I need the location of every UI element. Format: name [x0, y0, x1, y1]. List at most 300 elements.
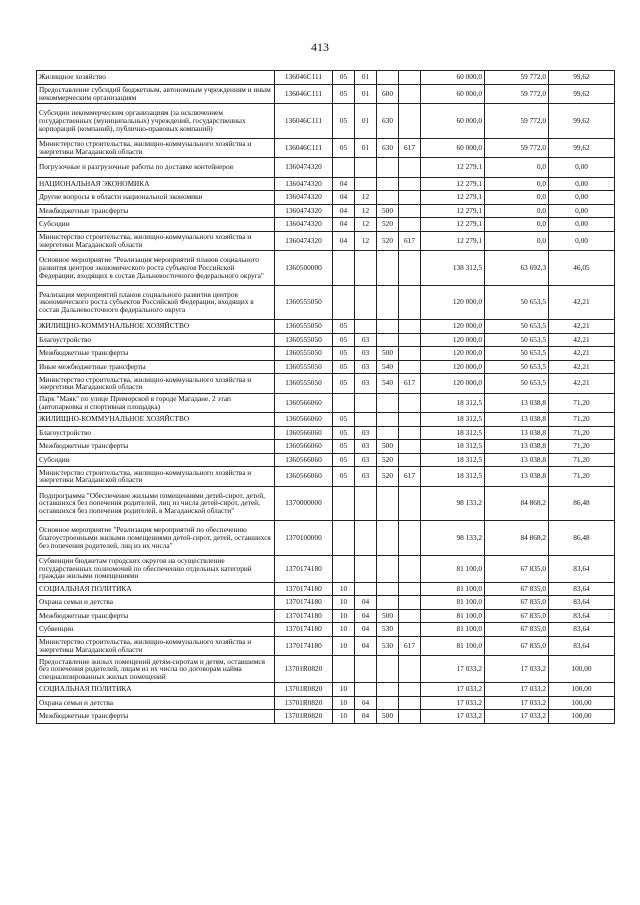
execution-percent: 0,00	[549, 191, 615, 205]
expense-type-code: 520	[377, 467, 399, 487]
row-name: Субсидии	[37, 453, 275, 467]
table-row	[37, 656, 615, 683]
administrator-code	[399, 84, 421, 104]
table-row	[37, 360, 615, 374]
administrator-code	[399, 393, 421, 413]
subsection-code: 12	[355, 191, 377, 205]
subsection-code: 01	[355, 104, 377, 139]
row-name: Субсидии некоммерческим организациям (за исключением государственных (муниципальных) учреждений, государственных корпораций (компаний), публично-правовых компаний)	[37, 104, 275, 139]
planned-amount: 138 312,5	[421, 251, 485, 286]
executed-amount: 67 835,0	[485, 636, 549, 656]
section-code: 05	[333, 374, 355, 394]
planned-amount: 12 279,1	[421, 158, 485, 178]
table-row	[37, 191, 615, 205]
target-article-code: 1360566060	[275, 467, 333, 487]
row-name: Благоустройство	[37, 426, 275, 440]
section-code: 05	[333, 84, 355, 104]
execution-percent: 42,21	[549, 285, 615, 320]
executed-amount: 84 868,2	[485, 486, 549, 521]
row-name: Министерство строительства, жилищно-коммунального хозяйства и энергетики Магаданской области	[37, 636, 275, 656]
table-row	[37, 138, 615, 158]
execution-percent: 0,00	[549, 158, 615, 178]
section-code	[333, 521, 355, 556]
administrator-code	[399, 71, 421, 85]
executed-amount: 50 653,5	[485, 320, 549, 334]
target-article-code: 1370100000	[275, 521, 333, 556]
row-name: Подпрограмма "Обеспечение жилыми помещениями детей-сирот, детей, оставшихся без попечения родителей, лиц из числа детей-сирот, детей, оставшихся без попечения родителей, в Магаданской области"	[37, 486, 275, 521]
administrator-code	[399, 555, 421, 582]
executed-amount: 50 653,5	[485, 333, 549, 347]
expense-type-code: 530	[377, 623, 399, 637]
section-code: 04	[333, 191, 355, 205]
table-row	[37, 231, 615, 251]
subsection-code	[355, 158, 377, 178]
administrator-code	[399, 158, 421, 178]
subsection-code: 03	[355, 360, 377, 374]
subsection-code: 03	[355, 467, 377, 487]
expense-type-code	[377, 696, 399, 710]
table-row	[37, 333, 615, 347]
planned-amount: 12 279,1	[421, 177, 485, 191]
administrator-code: 617	[399, 636, 421, 656]
section-code: 05	[333, 440, 355, 454]
row-name: Основное мероприятие "Реализация мероприятий планов социального развития центров экономического роста субъектов Российской Федерации, входящих в состав Дальневосточного федерального округа"	[37, 251, 275, 286]
subsection-code	[355, 521, 377, 556]
planned-amount: 81 100,0	[421, 636, 485, 656]
planned-amount: 60 000,0	[421, 71, 485, 85]
page-number: 413	[311, 40, 329, 54]
planned-amount: 120 000,0	[421, 360, 485, 374]
row-name: Иные межбюджетные трансферты	[37, 360, 275, 374]
planned-amount: 18 312,5	[421, 393, 485, 413]
subsection-code	[355, 177, 377, 191]
expense-type-code: 500	[377, 710, 399, 724]
expense-type-code	[377, 158, 399, 178]
execution-percent: 42,21	[549, 347, 615, 361]
administrator-code	[399, 191, 421, 205]
table-row	[37, 426, 615, 440]
administrator-code: 617	[399, 231, 421, 251]
section-code: 05	[333, 104, 355, 139]
executed-amount: 59 772,0	[485, 104, 549, 139]
target-article-code: 1360474320	[275, 231, 333, 251]
row-name: Межбюджетные трансферты	[37, 609, 275, 623]
subsection-code	[355, 413, 377, 427]
table-row	[37, 582, 615, 596]
expense-type-code	[377, 177, 399, 191]
executed-amount: 67 835,0	[485, 582, 549, 596]
executed-amount: 59 772,0	[485, 138, 549, 158]
budget-table-body	[37, 71, 615, 724]
executed-amount: 63 692,3	[485, 251, 549, 286]
executed-amount: 13 038,8	[485, 426, 549, 440]
target-article-code: 1360555050	[275, 285, 333, 320]
execution-percent: 0,00	[549, 231, 615, 251]
subsection-code	[355, 285, 377, 320]
planned-amount: 98 133,2	[421, 486, 485, 521]
administrator-code	[399, 251, 421, 286]
table-row	[37, 683, 615, 697]
execution-percent: 99,62	[549, 104, 615, 139]
expense-type-code: 540	[377, 374, 399, 394]
execution-percent: 86,48	[549, 521, 615, 556]
row-name: Благоустройство	[37, 333, 275, 347]
target-article-code: 1360474320	[275, 158, 333, 178]
executed-amount: 13 038,8	[485, 440, 549, 454]
section-code	[333, 285, 355, 320]
section-code	[333, 158, 355, 178]
administrator-code	[399, 285, 421, 320]
execution-percent: 100,00	[549, 696, 615, 710]
subsection-code: 01	[355, 71, 377, 85]
administrator-code	[399, 204, 421, 218]
section-code	[333, 555, 355, 582]
section-code: 05	[333, 360, 355, 374]
subsection-code: 03	[355, 374, 377, 394]
execution-percent: 71,20	[549, 426, 615, 440]
section-code: 10	[333, 710, 355, 724]
target-article-code: 136046С111	[275, 104, 333, 139]
target-article-code: 1360555050	[275, 374, 333, 394]
execution-percent: 83,64	[549, 582, 615, 596]
target-article-code: 1370174180	[275, 582, 333, 596]
executed-amount: 67 835,0	[485, 623, 549, 637]
row-name: СОЦИАЛЬНАЯ ПОЛИТИКА	[37, 582, 275, 596]
target-article-code: 1370174180	[275, 609, 333, 623]
row-name: Межбюджетные трансферты	[37, 347, 275, 361]
table-row	[37, 486, 615, 521]
table-row	[37, 636, 615, 656]
planned-amount: 120 000,0	[421, 320, 485, 334]
section-code: 10	[333, 609, 355, 623]
administrator-code	[399, 623, 421, 637]
section-code: 10	[333, 636, 355, 656]
subsection-code	[355, 555, 377, 582]
section-code: 05	[333, 71, 355, 85]
table-row	[37, 623, 615, 637]
table-row	[37, 84, 615, 104]
executed-amount: 13 038,8	[485, 467, 549, 487]
executed-amount: 84 868,2	[485, 521, 549, 556]
table-row	[37, 285, 615, 320]
target-article-code: 1360474320	[275, 191, 333, 205]
table-row	[37, 609, 615, 623]
planned-amount: 12 279,1	[421, 191, 485, 205]
target-article-code: 1360555050	[275, 333, 333, 347]
executed-amount: 17 033,2	[485, 710, 549, 724]
execution-percent: 71,20	[549, 393, 615, 413]
expense-type-code	[377, 191, 399, 205]
execution-percent: 71,20	[549, 413, 615, 427]
expense-type-code	[377, 393, 399, 413]
row-name: Охрана семьи и детства	[37, 696, 275, 710]
administrator-code	[399, 320, 421, 334]
target-article-code: 13701R0820	[275, 696, 333, 710]
table-row	[37, 710, 615, 724]
row-name: Предоставление субсидий бюджетным, автономным учреждениям и иным некоммерческим организациям	[37, 84, 275, 104]
executed-amount: 0,0	[485, 158, 549, 178]
expense-type-code	[377, 285, 399, 320]
planned-amount: 120 000,0	[421, 347, 485, 361]
row-name: Межбюджетные трансферты	[37, 204, 275, 218]
planned-amount: 12 279,1	[421, 204, 485, 218]
section-code: 04	[333, 204, 355, 218]
administrator-code	[399, 609, 421, 623]
row-name: Парк "Маяк" по улице Приморской в городе Магадане. 2 этап (автопарковка и спортивная площадка)	[37, 393, 275, 413]
expense-type-code	[377, 320, 399, 334]
subsection-code: 03	[355, 426, 377, 440]
executed-amount: 13 038,8	[485, 453, 549, 467]
executed-amount: 0,0	[485, 218, 549, 232]
section-code: 05	[333, 426, 355, 440]
executed-amount: 0,0	[485, 177, 549, 191]
administrator-code	[399, 104, 421, 139]
section-code	[333, 656, 355, 683]
executed-amount: 67 835,0	[485, 555, 549, 582]
executed-amount: 0,0	[485, 231, 549, 251]
administrator-code	[399, 696, 421, 710]
planned-amount: 81 100,0	[421, 555, 485, 582]
executed-amount: 59 772,0	[485, 71, 549, 85]
administrator-code	[399, 596, 421, 610]
execution-percent: 83,64	[549, 555, 615, 582]
row-name: Субсидии	[37, 218, 275, 232]
execution-percent: 83,64	[549, 623, 615, 637]
subsection-code: 01	[355, 84, 377, 104]
planned-amount: 12 279,1	[421, 231, 485, 251]
administrator-code	[399, 177, 421, 191]
subsection-code: 12	[355, 231, 377, 251]
execution-percent: 99,62	[549, 84, 615, 104]
section-code: 04	[333, 218, 355, 232]
target-article-code: 1360555050	[275, 360, 333, 374]
planned-amount: 60 000,0	[421, 84, 485, 104]
row-name: Охрана семьи и детства	[37, 596, 275, 610]
execution-percent: 83,64	[549, 609, 615, 623]
planned-amount: 98 133,2	[421, 521, 485, 556]
executed-amount: 50 653,5	[485, 374, 549, 394]
administrator-code	[399, 333, 421, 347]
expense-type-code: 630	[377, 138, 399, 158]
planned-amount: 18 312,5	[421, 413, 485, 427]
execution-percent: 0,00	[549, 204, 615, 218]
executed-amount: 17 033,2	[485, 656, 549, 683]
row-name: ЖИЛИЩНО-КОММУНАЛЬНОЕ ХОЗЯЙСТВО	[37, 413, 275, 427]
target-article-code: 1360566060	[275, 440, 333, 454]
execution-percent: 100,00	[549, 710, 615, 724]
executed-amount: 0,0	[485, 204, 549, 218]
subsection-code: 01	[355, 138, 377, 158]
administrator-code	[399, 426, 421, 440]
executed-amount: 0,0	[485, 191, 549, 205]
planned-amount: 120 000,0	[421, 285, 485, 320]
section-code: 05	[333, 333, 355, 347]
planned-amount: 120 000,0	[421, 333, 485, 347]
subsection-code: 04	[355, 696, 377, 710]
row-name: Основное мероприятие "Реализация мероприятий по обеспечению благоустроенными жилыми помещениями детей-сирот, детей, оставшихся без попечения родителей, лиц из их числа"	[37, 521, 275, 556]
subsection-code: 03	[355, 453, 377, 467]
expense-type-code: 520	[377, 453, 399, 467]
planned-amount: 18 312,5	[421, 467, 485, 487]
administrator-code	[399, 440, 421, 454]
subsection-code: 04	[355, 710, 377, 724]
subsection-code	[355, 251, 377, 286]
administrator-code	[399, 453, 421, 467]
table-row	[37, 555, 615, 582]
expense-type-code	[377, 555, 399, 582]
planned-amount: 17 033,2	[421, 656, 485, 683]
planned-amount: 17 033,2	[421, 696, 485, 710]
expense-type-code: 520	[377, 231, 399, 251]
table-row	[37, 71, 615, 85]
target-article-code: 13701R0820	[275, 710, 333, 724]
planned-amount: 17 033,2	[421, 710, 485, 724]
target-article-code: 1360566060	[275, 426, 333, 440]
execution-percent: 71,20	[549, 453, 615, 467]
expense-type-code	[377, 486, 399, 521]
subsection-code: 04	[355, 636, 377, 656]
executed-amount: 13 038,8	[485, 413, 549, 427]
target-article-code: 1360566060	[275, 393, 333, 413]
executed-amount: 17 033,2	[485, 683, 549, 697]
execution-percent: 100,00	[549, 656, 615, 683]
section-code: 05	[333, 320, 355, 334]
planned-amount: 81 100,0	[421, 623, 485, 637]
row-name: Другие вопросы в области национальной экономики	[37, 191, 275, 205]
section-code: 10	[333, 696, 355, 710]
row-name: Министерство строительства, жилищно-коммунального хозяйства и энергетики Магаданской области	[37, 374, 275, 394]
planned-amount: 18 312,5	[421, 440, 485, 454]
subsection-code: 03	[355, 347, 377, 361]
executed-amount: 67 835,0	[485, 609, 549, 623]
section-code	[333, 486, 355, 521]
execution-percent: 83,64	[549, 596, 615, 610]
table-row	[37, 177, 615, 191]
expense-type-code: 600	[377, 84, 399, 104]
target-article-code: 1360566060	[275, 413, 333, 427]
planned-amount: 18 312,5	[421, 426, 485, 440]
administrator-code: 617	[399, 138, 421, 158]
execution-percent: 71,20	[549, 440, 615, 454]
planned-amount: 17 033,2	[421, 683, 485, 697]
row-name: Министерство строительства, жилищно-коммунального хозяйства и энергетики Магаданской области	[37, 467, 275, 487]
administrator-code	[399, 656, 421, 683]
administrator-code	[399, 683, 421, 697]
planned-amount: 81 100,0	[421, 582, 485, 596]
row-name: СОЦИАЛЬНАЯ ПОЛИТИКА	[37, 683, 275, 697]
section-code	[333, 393, 355, 413]
table-row	[37, 204, 615, 218]
section-code: 05	[333, 347, 355, 361]
table-row	[37, 104, 615, 139]
expense-type-code: 500	[377, 609, 399, 623]
subsection-code: 04	[355, 596, 377, 610]
target-article-code: 136046С111	[275, 138, 333, 158]
section-code: 05	[333, 453, 355, 467]
subsection-code	[355, 683, 377, 697]
row-name: Предоставление жилых помещений детям-сиротам и детям, оставшимся без попечения родителей, лицам из их числа по договорам найма специализированных жилых помещений	[37, 656, 275, 683]
expense-type-code	[377, 683, 399, 697]
execution-percent: 86,48	[549, 486, 615, 521]
target-article-code: 1370174180	[275, 636, 333, 656]
administrator-code: 617	[399, 374, 421, 394]
row-name: Межбюджетные трансферты	[37, 440, 275, 454]
executed-amount: 50 653,5	[485, 347, 549, 361]
target-article-code: 1370174180	[275, 596, 333, 610]
planned-amount: 12 279,1	[421, 218, 485, 232]
section-code: 04	[333, 231, 355, 251]
row-name: Погрузочные и разгрузочные работы по доставке контейнеров	[37, 158, 275, 178]
section-code: 05	[333, 467, 355, 487]
subsection-code	[355, 582, 377, 596]
section-code: 10	[333, 683, 355, 697]
subsection-code: 03	[355, 333, 377, 347]
table-row	[37, 596, 615, 610]
subsection-code	[355, 656, 377, 683]
executed-amount: 17 033,2	[485, 696, 549, 710]
table-row	[37, 440, 615, 454]
administrator-code: 617	[399, 467, 421, 487]
section-code: 10	[333, 623, 355, 637]
expense-type-code	[377, 333, 399, 347]
subsection-code	[355, 486, 377, 521]
execution-percent: 42,21	[549, 360, 615, 374]
expense-type-code: 500	[377, 347, 399, 361]
table-row	[37, 413, 615, 427]
execution-percent: 42,21	[549, 333, 615, 347]
execution-percent: 0,00	[549, 177, 615, 191]
target-article-code: 136046С111	[275, 84, 333, 104]
administrator-code	[399, 218, 421, 232]
table-row	[37, 320, 615, 334]
expense-type-code	[377, 521, 399, 556]
subsection-code	[355, 320, 377, 334]
table-row	[37, 251, 615, 286]
expense-type-code: 630	[377, 104, 399, 139]
expense-type-code	[377, 71, 399, 85]
target-article-code: 1360500000	[275, 251, 333, 286]
section-code: 05	[333, 413, 355, 427]
table-row	[37, 393, 615, 413]
row-name: НАЦИОНАЛЬНАЯ ЭКОНОМИКА	[37, 177, 275, 191]
execution-percent: 0,00	[549, 218, 615, 232]
execution-percent: 46,05	[549, 251, 615, 286]
administrator-code	[399, 486, 421, 521]
execution-percent: 99,62	[549, 138, 615, 158]
target-article-code: 13701R0820	[275, 683, 333, 697]
expense-type-code	[377, 413, 399, 427]
target-article-code: 1360555050	[275, 347, 333, 361]
planned-amount: 120 000,0	[421, 374, 485, 394]
planned-amount: 18 312,5	[421, 453, 485, 467]
table-row	[37, 158, 615, 178]
target-article-code: 1360474320	[275, 177, 333, 191]
executed-amount: 13 038,8	[485, 393, 549, 413]
execution-percent: 42,21	[549, 374, 615, 394]
table-row	[37, 467, 615, 487]
executed-amount: 59 772,0	[485, 84, 549, 104]
execution-percent: 99,62	[549, 71, 615, 85]
expense-type-code: 500	[377, 204, 399, 218]
administrator-code	[399, 521, 421, 556]
expense-type-code: 530	[377, 636, 399, 656]
target-article-code: 1360555050	[275, 320, 333, 334]
table-row	[37, 218, 615, 232]
expense-type-code: 540	[377, 360, 399, 374]
subsection-code	[355, 393, 377, 413]
section-code: 05	[333, 138, 355, 158]
target-article-code: 1370174180	[275, 623, 333, 637]
